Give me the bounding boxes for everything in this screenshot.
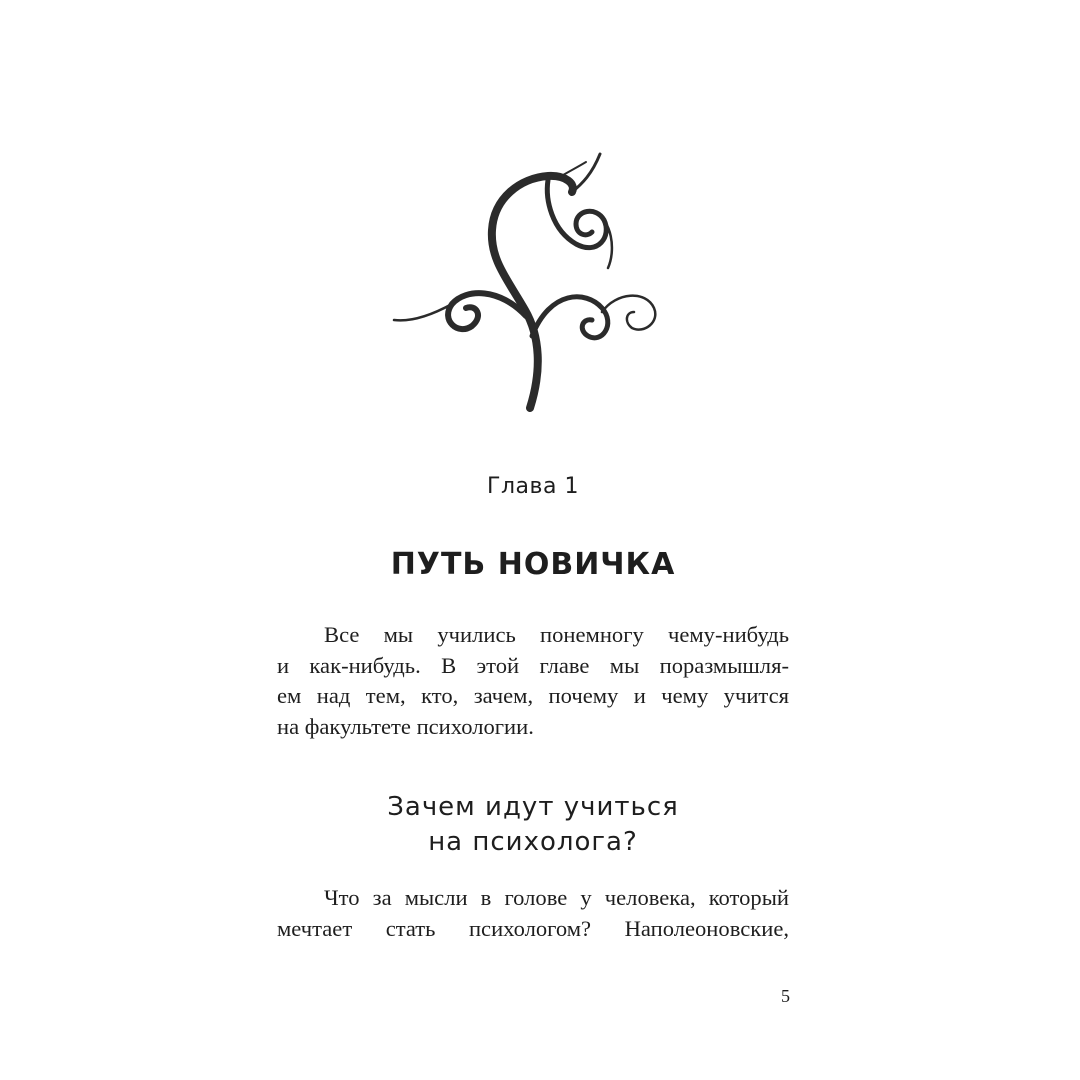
page-number: 5 (781, 986, 790, 1006)
paragraph-line: мечтает стать психологом? Наполеоновские, (277, 915, 789, 941)
section-heading-line: на психолога? (428, 827, 638, 857)
paragraph-line: на факультете психологии. (277, 713, 534, 739)
paragraph-line: Что за мысли в голове у человека, который (324, 885, 789, 910)
flourish-ornament-icon (380, 140, 670, 420)
paragraph-line: ем над тем, кто, зачем, почему и чему учится (277, 683, 789, 708)
section-paragraph (277, 883, 789, 944)
paragraph-line: Все мы учились понемногу чему-нибудь (324, 622, 789, 647)
paragraph-line: и как-нибудь. В этой главе мы поразмышля- (277, 652, 789, 678)
intro-paragraph (277, 620, 789, 742)
chapter-title: ПУТЬ НОВИЧКА (390, 547, 676, 582)
section-heading (0, 790, 1066, 860)
section-heading-line: Зачем идут учиться (387, 792, 679, 822)
chapter-label: Глава 1 (487, 474, 579, 499)
